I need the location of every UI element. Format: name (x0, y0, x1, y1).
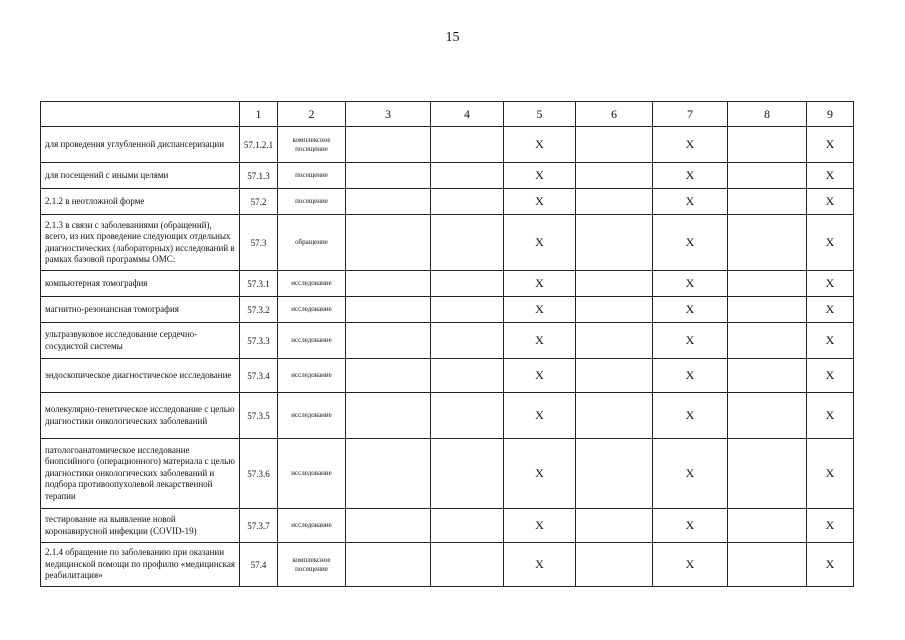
x-mark-cell: X (504, 359, 576, 393)
x-mark-cell: X (653, 189, 728, 215)
empty-cell (576, 163, 653, 189)
row-code-cell: 57.3.5 (240, 393, 278, 439)
x-mark-cell: X (807, 127, 854, 163)
x-mark-cell: X (504, 163, 576, 189)
empty-cell (431, 359, 504, 393)
row-unit-cell: исследование (278, 297, 346, 323)
empty-cell (431, 215, 504, 271)
table-row (41, 393, 854, 439)
row-unit-cell: исследование (278, 271, 346, 297)
x-mark-cell: X (807, 509, 854, 543)
empty-cell (346, 215, 431, 271)
row-name-cell: 2.1.4 обращение по заболеванию при оказании медицинской помощи по профилю «медицинская реабилитация» (41, 543, 240, 587)
empty-cell (576, 359, 653, 393)
empty-cell (431, 189, 504, 215)
empty-cell (431, 543, 504, 587)
empty-cell (576, 189, 653, 215)
row-code-cell: 57.3.3 (240, 323, 278, 359)
row-name-cell: патологоанатомическое исследование биопсийного (операционного) материала с целью диагностики онкологических заболеваний и подбора противоопухолевой лекарственной терапии (41, 439, 240, 509)
row-unit-cell: исследование (278, 393, 346, 439)
row-name-cell: для посещений с иными целями (41, 163, 240, 189)
empty-cell (346, 439, 431, 509)
x-mark-cell: X (504, 323, 576, 359)
header-cell: 6 (576, 102, 653, 127)
x-mark-cell: X (807, 189, 854, 215)
table-row (41, 163, 854, 189)
x-mark-cell: X (653, 297, 728, 323)
x-mark-cell: X (653, 509, 728, 543)
empty-cell (431, 297, 504, 323)
table-row (41, 189, 854, 215)
empty-cell (728, 439, 807, 509)
empty-cell (346, 323, 431, 359)
x-mark-cell: X (807, 543, 854, 587)
row-unit-cell: исследование (278, 359, 346, 393)
empty-cell (431, 271, 504, 297)
x-mark-cell: X (807, 297, 854, 323)
data-table (40, 101, 854, 587)
row-name-cell: компьютерная томография (41, 271, 240, 297)
table-row (41, 323, 854, 359)
x-mark-cell: X (504, 509, 576, 543)
row-name-cell: эндоскопическое диагностическое исследование (41, 359, 240, 393)
row-name-cell: молекулярно-генетическое исследование с целью диагностики онкологических заболеваний (41, 393, 240, 439)
table-row (41, 297, 854, 323)
header-cell: 8 (728, 102, 807, 127)
x-mark-cell: X (807, 323, 854, 359)
row-unit-cell: исследование (278, 323, 346, 359)
x-mark-cell: X (653, 393, 728, 439)
empty-cell (346, 393, 431, 439)
x-mark-cell: X (653, 439, 728, 509)
row-name-cell: 2.1.2 в неотложной форме (41, 189, 240, 215)
row-code-cell: 57.4 (240, 543, 278, 587)
empty-cell (728, 509, 807, 543)
table-row (41, 271, 854, 297)
empty-cell (346, 543, 431, 587)
row-unit-cell: комплексное посещение (278, 127, 346, 163)
empty-cell (728, 215, 807, 271)
row-unit-cell: обращение (278, 215, 346, 271)
x-mark-cell: X (807, 163, 854, 189)
empty-cell (431, 509, 504, 543)
table-row (41, 543, 854, 587)
header-cell: 1 (240, 102, 278, 127)
row-code-cell: 57.3.4 (240, 359, 278, 393)
x-mark-cell: X (504, 297, 576, 323)
x-mark-cell: X (653, 127, 728, 163)
empty-cell (576, 271, 653, 297)
empty-cell (576, 127, 653, 163)
empty-cell (728, 189, 807, 215)
x-mark-cell: X (504, 215, 576, 271)
empty-cell (576, 215, 653, 271)
header-cell: 5 (504, 102, 576, 127)
row-unit-cell: посещение (278, 163, 346, 189)
x-mark-cell: X (653, 163, 728, 189)
x-mark-cell: X (653, 543, 728, 587)
row-code-cell: 57.3.7 (240, 509, 278, 543)
row-code-cell: 57.3.6 (240, 439, 278, 509)
x-mark-cell: X (807, 439, 854, 509)
row-code-cell: 57.3 (240, 215, 278, 271)
table-row (41, 509, 854, 543)
empty-cell (728, 393, 807, 439)
x-mark-cell: X (807, 215, 854, 271)
x-mark-cell: X (653, 323, 728, 359)
empty-cell (576, 323, 653, 359)
table-row (41, 359, 854, 393)
empty-cell (576, 393, 653, 439)
x-mark-cell: X (504, 439, 576, 509)
row-code-cell: 57.3.1 (240, 271, 278, 297)
row-code-cell: 57.1.3 (240, 163, 278, 189)
row-name-cell: ультразвуковое исследование сердечно-сосудистой системы (41, 323, 240, 359)
row-unit-cell: посещение (278, 189, 346, 215)
empty-cell (431, 127, 504, 163)
empty-cell (346, 509, 431, 543)
x-mark-cell: X (653, 359, 728, 393)
empty-cell (431, 323, 504, 359)
empty-cell (576, 439, 653, 509)
empty-cell (346, 359, 431, 393)
x-mark-cell: X (807, 271, 854, 297)
header-cell: 9 (807, 102, 854, 127)
header-cell: 3 (346, 102, 431, 127)
row-name-cell: тестирование на выявление новой коронавирусной инфекции (COVID-19) (41, 509, 240, 543)
empty-cell (728, 297, 807, 323)
header-cell: 7 (653, 102, 728, 127)
empty-cell (346, 271, 431, 297)
table-row (41, 439, 854, 509)
empty-cell (346, 163, 431, 189)
x-mark-cell: X (504, 543, 576, 587)
x-mark-cell: X (807, 393, 854, 439)
row-code-cell: 57.2 (240, 189, 278, 215)
empty-cell (576, 543, 653, 587)
row-name-cell: для проведения углубленной диспансеризации (41, 127, 240, 163)
header-cell: 2 (278, 102, 346, 127)
x-mark-cell: X (504, 127, 576, 163)
row-unit-cell: исследование (278, 439, 346, 509)
table-row (41, 215, 854, 271)
empty-cell (728, 271, 807, 297)
row-unit-cell: комплексное посещение (278, 543, 346, 587)
empty-cell (431, 439, 504, 509)
empty-cell (728, 323, 807, 359)
row-code-cell: 57.3.2 (240, 297, 278, 323)
header-cell (41, 102, 240, 127)
row-unit-cell: исследование (278, 509, 346, 543)
empty-cell (728, 543, 807, 587)
x-mark-cell: X (653, 215, 728, 271)
table-body (41, 102, 854, 587)
empty-cell (576, 509, 653, 543)
empty-cell (346, 297, 431, 323)
empty-cell (728, 359, 807, 393)
row-code-cell: 57.1.2.1 (240, 127, 278, 163)
header-row (41, 102, 854, 127)
page-number: 15 (445, 30, 460, 45)
row-name-cell: магнитно-резонансная томография (41, 297, 240, 323)
empty-cell (576, 297, 653, 323)
x-mark-cell: X (807, 359, 854, 393)
empty-cell (728, 163, 807, 189)
empty-cell (346, 127, 431, 163)
x-mark-cell: X (653, 271, 728, 297)
empty-cell (728, 127, 807, 163)
x-mark-cell: X (504, 271, 576, 297)
x-mark-cell: X (504, 393, 576, 439)
header-cell: 4 (431, 102, 504, 127)
empty-cell (346, 189, 431, 215)
table-row (41, 127, 854, 163)
row-name-cell: 2.1.3 в связи с заболеваниями (обращений), всего, из них проведение следующих отдельных диагностических (лабораторных) исследований в рамках базовой программы ОМС: (41, 215, 240, 271)
empty-cell (431, 163, 504, 189)
x-mark-cell: X (504, 189, 576, 215)
empty-cell (431, 393, 504, 439)
